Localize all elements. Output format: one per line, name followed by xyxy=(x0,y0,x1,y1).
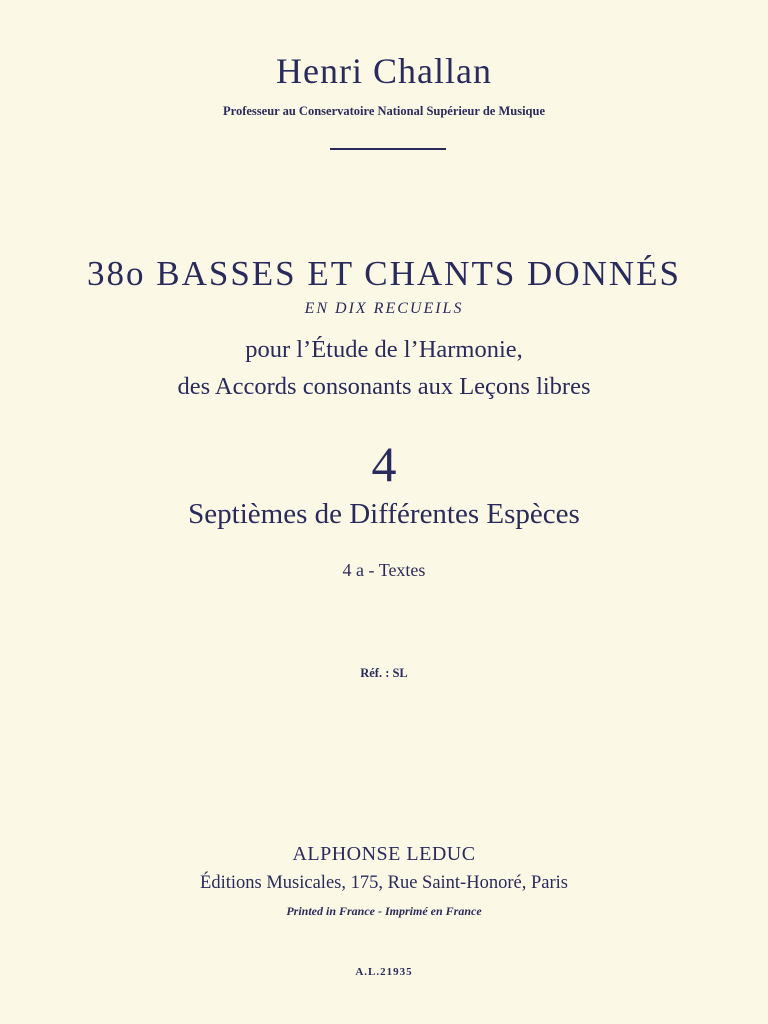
author-name: Henri Challan xyxy=(276,51,492,91)
main-title: 38o BASSES ET CHANTS DONNÉS xyxy=(87,254,681,293)
author-affiliation: Professeur au Conservatoire National Supérieur de Musique xyxy=(223,104,545,118)
printed-in-note: Printed in France - Imprimé en France xyxy=(286,904,482,918)
volume-number: 4 xyxy=(371,436,397,492)
publisher-address: Éditions Musicales, 175, Rue Saint-Honoré, Paris xyxy=(200,873,568,893)
publisher-name: ALPHONSE LEDUC xyxy=(292,843,476,865)
subtitle: EN DIX RECUEILS xyxy=(304,300,464,317)
volume-title: Septièmes de Différentes Espèces xyxy=(188,498,580,530)
purpose-line-2: des Accords consonants aux Leçons libres xyxy=(177,373,591,400)
part-title: 4 a - Textes xyxy=(342,560,426,580)
catalog-number: A.L.21935 xyxy=(355,966,413,978)
divider-rule xyxy=(330,148,446,150)
purpose-line-1: pour l’Étude de l’Harmonie, xyxy=(245,336,523,363)
reference-code: Réf. : SL xyxy=(360,666,408,680)
